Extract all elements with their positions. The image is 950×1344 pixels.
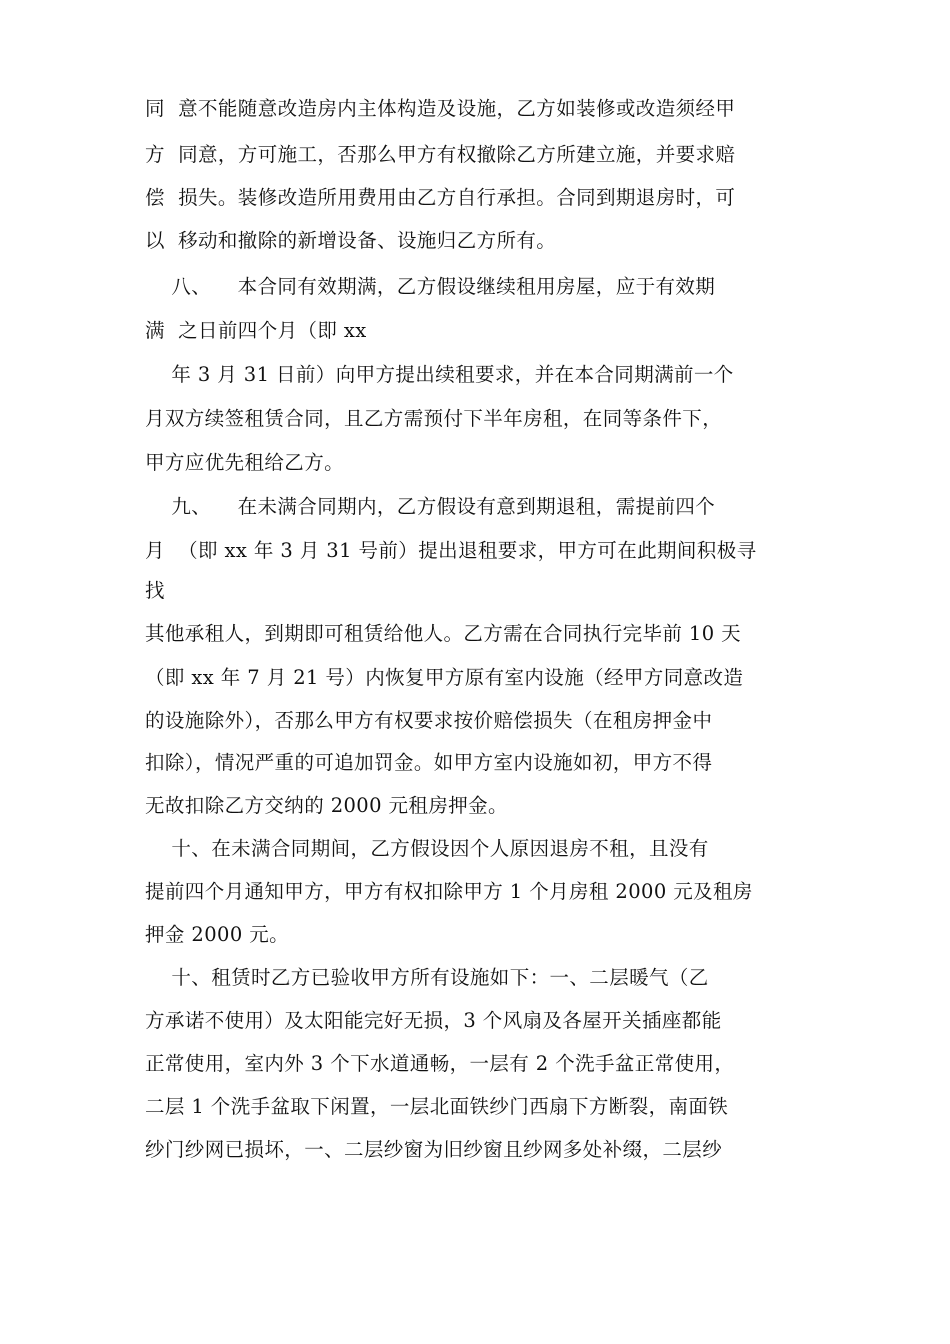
text-line: 月 （即 xx 年 3 月 31 号前）提出退租要求，甲方可在此期间积极寻	[145, 539, 757, 562]
text-line: 年 3 月 31 日前）向甲方提出续租要求，并在本合同期满前一个	[145, 363, 734, 386]
text-line: 纱门纱网已损坏，一、二层纱窗为旧纱窗且纱网多处补缀，二层纱	[145, 1138, 723, 1161]
text-line: 提前四个月通知甲方，甲方有权扣除甲方 1 个月房租 2000 元及租房	[145, 880, 753, 903]
text-line: 以 移动和撤除的新增设备、设施归乙方所有。	[145, 229, 557, 252]
text-line: 八、 本合同有效期满，乙方假设继续租用房屋，应于有效期	[145, 275, 716, 298]
text-line: （即 xx 年 7 月 21 号）内恢复甲方原有室内设施（经甲方同意改造	[145, 666, 744, 689]
text-line: 的设施除外），否那么甲方有权要求按价赔偿损失（在租房押金中	[145, 709, 713, 732]
text-line: 其他承租人，到期即可租赁给他人。乙方需在合同执行完毕前 10 天	[145, 622, 742, 645]
text-line: 扣除），情况严重的可追加罚金。如甲方室内设施如初，甲方不得	[145, 751, 713, 774]
text-line: 正常使用，室内外 3 个下水道通畅，一层有 2 个洗手盆正常使用，	[145, 1052, 735, 1075]
text-line: 偿 损失。装修改造所用费用由乙方自行承担。合同到期退房时，可	[145, 186, 736, 209]
text-line: 方承诺不使用）及太阳能完好无损，3 个风扇及各屋开关插座都能	[145, 1009, 722, 1032]
text-line: 方 同意，方可施工，否那么甲方有权撤除乙方所建立施，并要求赔	[145, 143, 736, 166]
text-line: 九、 在未满合同期内，乙方假设有意到期退租，需提前四个	[145, 495, 716, 518]
text-line: 甲方应优先租给乙方。	[145, 451, 345, 474]
text-line: 十、租赁时乙方已验收甲方所有设施如下：一、二层暖气（乙	[145, 966, 709, 989]
text-line: 满 之日前四个月（即 xx	[145, 319, 367, 342]
text-line: 十、在未满合同期间，乙方假设因个人原因退房不租，且没有	[145, 837, 709, 860]
text-line: 无故扣除乙方交纳的 2000 元租房押金。	[145, 794, 508, 817]
text-line: 同 意不能随意改造房内主体构造及设施，乙方如装修或改造须经甲	[145, 97, 736, 120]
text-line: 押金 2000 元。	[145, 923, 290, 946]
text-line: 二层 1 个洗手盆取下闲置，一层北面铁纱门西扇下方断裂，南面铁	[145, 1095, 729, 1118]
text-line: 找	[145, 579, 165, 602]
text-line: 月双方续签租赁合同，且乙方需预付下半年房租，在同等条件下，	[145, 407, 723, 430]
